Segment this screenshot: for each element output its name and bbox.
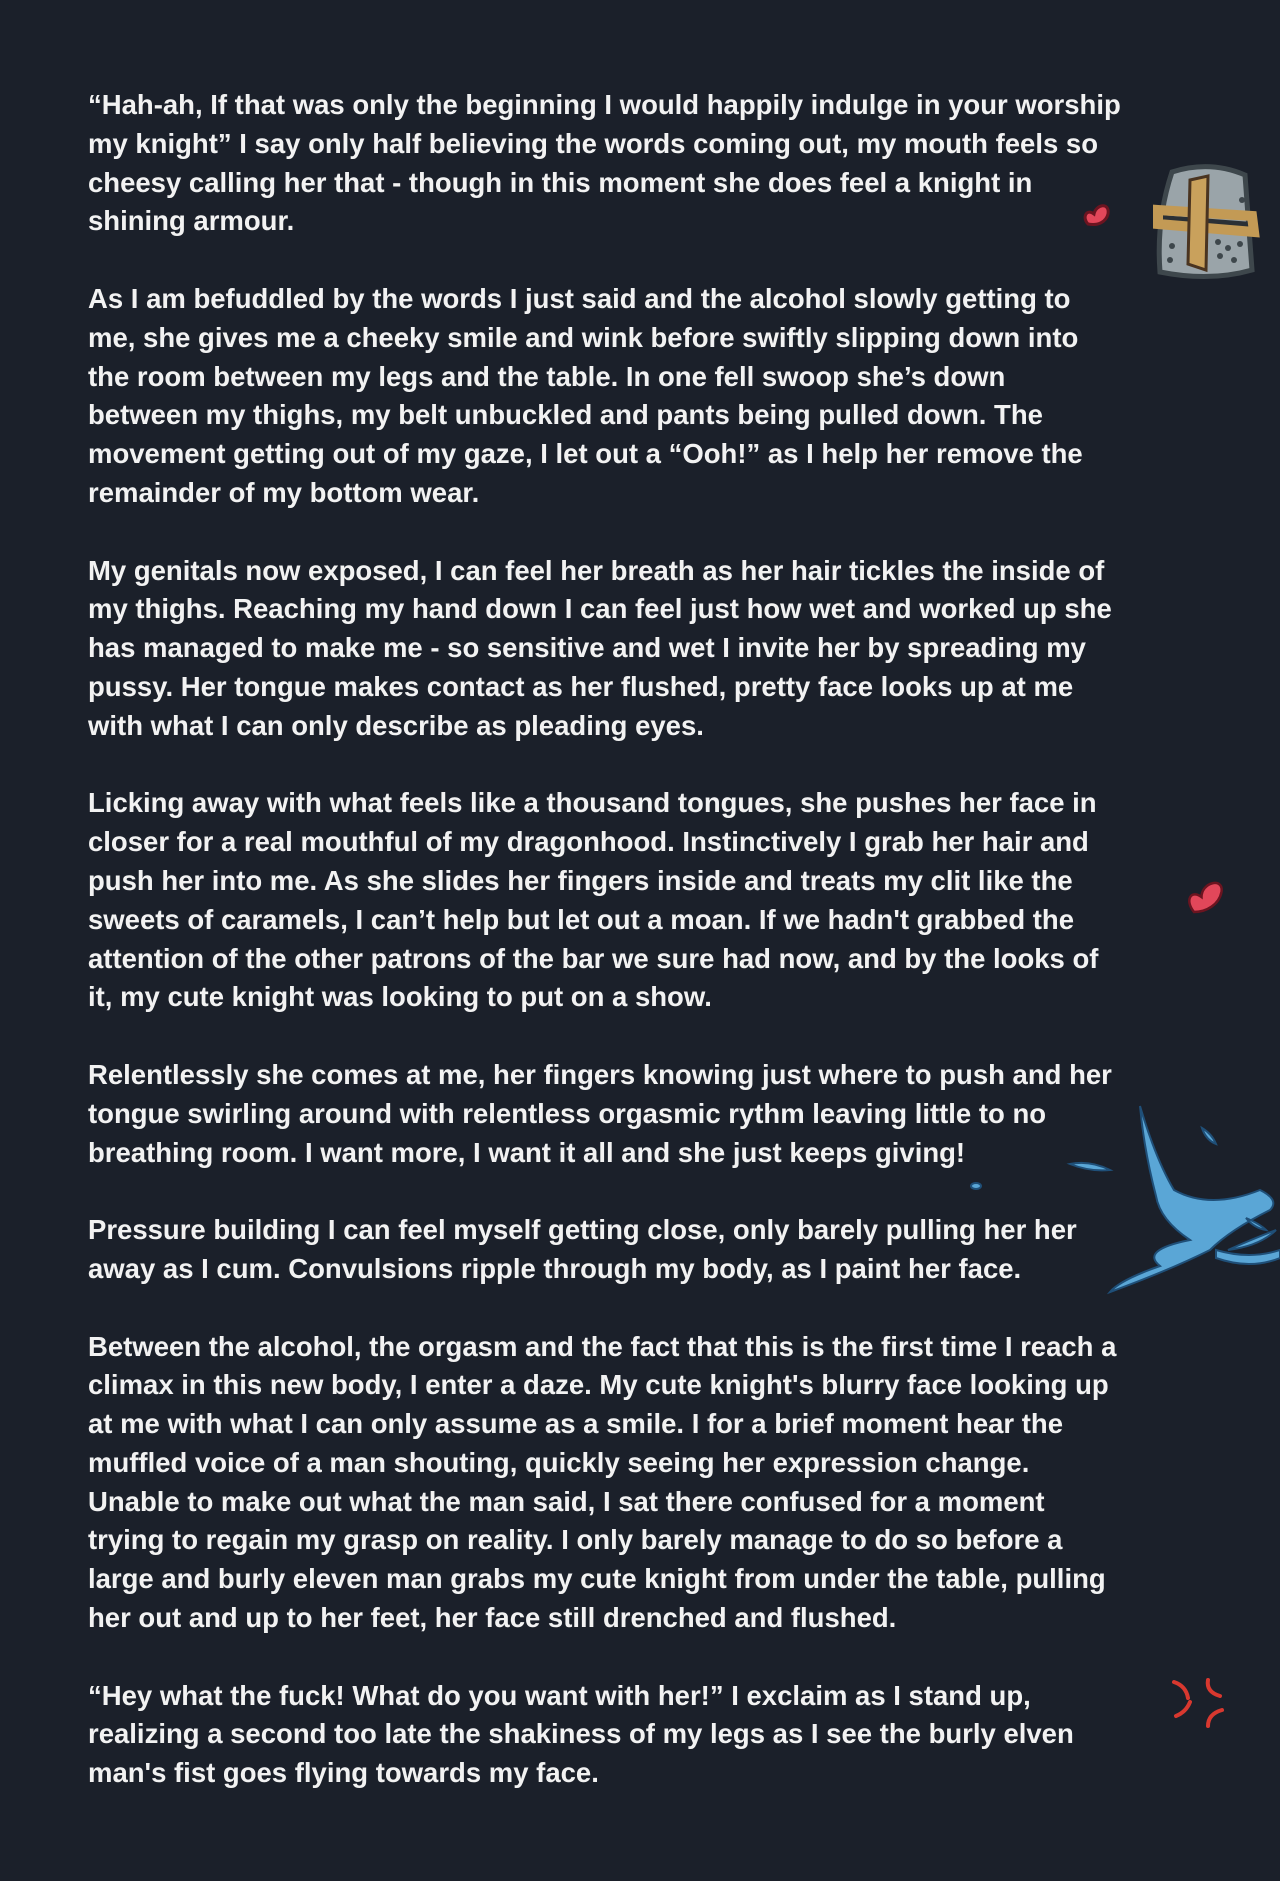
anger-icon <box>1168 1676 1228 1732</box>
text-line: at me with what I can only assume as a smile. I for a brief moment hear the <box>88 1408 1064 1440</box>
text-line: muffled voice of a man shouting, quickly seeing her expression change. <box>88 1446 1030 1478</box>
text-line: push her into me. As she slides her fingers inside and treats my clit like the <box>88 864 1073 896</box>
text-line: tongue swirling around with relentless orgasmic rythm leaving little to no <box>88 1097 1047 1129</box>
paragraph <box>88 552 1208 746</box>
text-line: As I am befuddled by the words I just said and the alcohol slowly getting to <box>88 282 1071 314</box>
text-line: realizing a second too late the shakiness of my legs as I see the burly elven <box>88 1718 1074 1750</box>
text-line: movement getting out of my gaze, I let out a “Ooh!” as I help her remove the <box>88 438 1083 470</box>
text-line: shining armour. <box>88 205 295 237</box>
text-line: trying to regain my grasp on reality. I only barely manage to do so before a <box>88 1524 1063 1556</box>
text-line: closer for a real mouthful of my dragonhood. Instinctively I grab her hair and <box>88 826 1089 858</box>
text-line: Unable to make out what the man said, I sat there confused for a moment <box>88 1485 1045 1517</box>
text-line: man's fist goes flying towards my face. <box>88 1757 599 1789</box>
text-line: My genitals now exposed, I can feel her breath as her hair tickles the inside of <box>88 554 1105 586</box>
text-line: “Hey what the fuck! What do you want with her!” I exclaim as I stand up, <box>88 1679 1031 1711</box>
text-line: “Hah-ah, If that was only the beginning I would happily indulge in your worship <box>88 89 1121 120</box>
text-line: cheesy calling her that - though in this moment she does feel a knight in <box>88 166 1033 198</box>
text-line: her out and up to her feet, her face still drenched and flushed. <box>88 1602 897 1634</box>
paragraph <box>88 1328 1208 1638</box>
paragraph <box>88 1677 1208 1793</box>
text-line: remainder of my bottom wear. <box>88 476 480 508</box>
text-line: between my thighs, my belt unbuckled and pants being pulled down. The <box>88 399 1043 431</box>
paragraph <box>88 86 1208 241</box>
splash-icon <box>960 1100 1280 1310</box>
paragraph <box>88 784 1208 1017</box>
text-line: away as I cum. Convulsions ripple through my body, as I paint her face. <box>88 1252 1022 1284</box>
text-line: attention of the other patrons of the bar we sure had now, and by the looks of <box>88 942 1099 974</box>
text-line: Relentlessly she comes at me, her fingers knowing just where to push and her <box>88 1058 1112 1090</box>
heart-icon <box>1080 198 1120 234</box>
text-line: large and burly eleven man grabs my cute knight from under the table, pulling <box>88 1563 1106 1595</box>
text-line: has managed to make me - so sensitive and wet I invite her by spreading my <box>88 632 1086 664</box>
text-line: pussy. Her tongue makes contact as her flushed, pretty face looks up at me <box>88 670 1074 702</box>
text-line: the room between my legs and the table. In one fell swoop she’s down <box>88 360 1006 392</box>
text-line: with what I can only describe as pleading eyes. <box>88 709 704 741</box>
text-line: sweets of caramels, I can’t help but let out a moan. If we hadn't grabbed the <box>88 903 1075 935</box>
text-line: me, she gives me a cheeky smile and wink before swiftly slipping down into <box>88 321 1079 353</box>
knight-helmet-icon <box>1150 160 1260 285</box>
heart-icon <box>1184 872 1234 922</box>
text-line: my thighs. Reaching my hand down I can feel just how wet and worked up she <box>88 593 1112 625</box>
text-line: Licking away with what feels like a thousand tongues, she pushes her face in <box>88 787 1097 819</box>
text-line: Pressure building I can feel myself getting close, only barely pulling her her <box>88 1214 1077 1246</box>
text-line: it, my cute knight was looking to put on a show. <box>88 981 712 1013</box>
text-line: Between the alcohol, the orgasm and the fact that this is the first time I reach a <box>88 1330 1117 1362</box>
text-line: breathing room. I want more, I want it all and she just keeps giving! <box>88 1136 966 1168</box>
story-text <box>88 86 1208 1832</box>
paragraph <box>88 280 1208 513</box>
text-line: climax in this new body, I enter a daze. My cute knight's blurry face looking up <box>88 1369 1109 1401</box>
text-line: my knight” I say only half believing the words coming out, my mouth feels so <box>88 127 1099 159</box>
